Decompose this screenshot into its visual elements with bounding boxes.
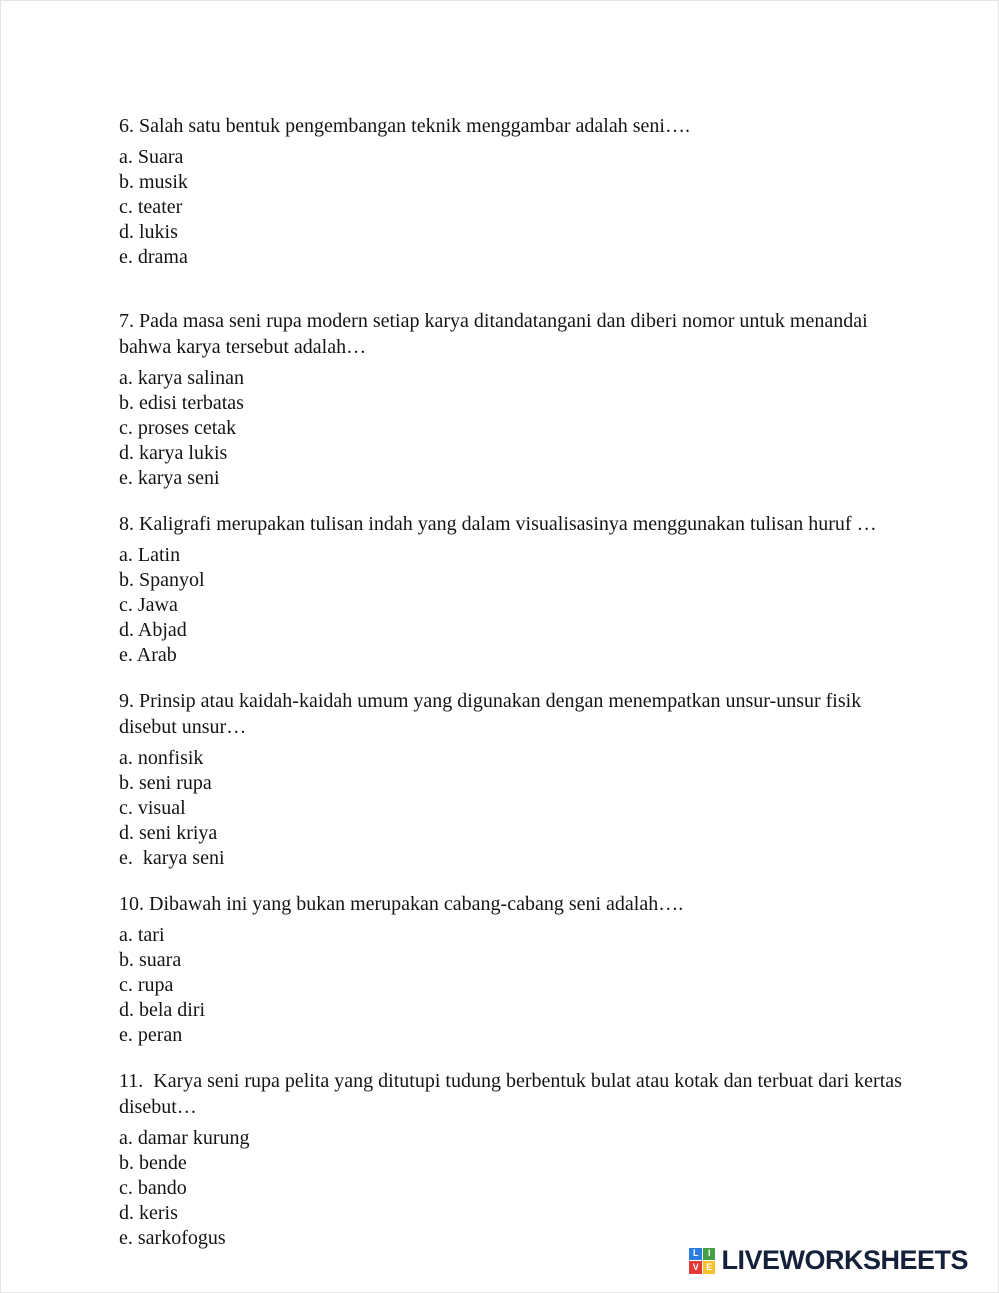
answer-option[interactable]: c. Jawa [119, 594, 178, 616]
answer-option[interactable]: b. suara [119, 949, 182, 971]
options-list [119, 1126, 905, 1251]
options-list [119, 366, 905, 491]
question-block [119, 688, 905, 871]
question-text: 11. Karya seni rupa pelita yang ditutupi tudung berbentuk bulat atau kotak dan terbuat dari kertas disebut… [119, 1070, 902, 1118]
logo-cell-l: L [689, 1248, 702, 1261]
answer-option[interactable]: b. Spanyol [119, 569, 205, 591]
liveworksheets-branding[interactable] [689, 1245, 968, 1276]
answer-option[interactable]: e. Arab [119, 644, 177, 666]
answer-option[interactable]: a. nonfisik [119, 747, 204, 769]
answer-option[interactable]: c. rupa [119, 974, 174, 996]
options-list [119, 543, 905, 668]
answer-option[interactable]: a. Suara [119, 146, 184, 168]
question-block [119, 891, 905, 1048]
liveworksheets-logo-icon [689, 1248, 715, 1274]
liveworksheets-brand-text: LIVEWORKSHEETS [721, 1245, 968, 1275]
answer-option[interactable]: c. bando [119, 1177, 187, 1199]
question-block [119, 308, 905, 491]
answer-option[interactable]: d. lukis [119, 221, 178, 243]
answer-option[interactable]: e. peran [119, 1024, 183, 1046]
answer-option[interactable]: e. karya seni [119, 467, 220, 489]
answer-option[interactable]: d. karya lukis [119, 442, 228, 464]
question-list [119, 113, 918, 1251]
question-text: 9. Prinsip atau kaidah-kaidah umum yang digunakan dengan menempatkan unsur-unsur fisik disebut unsur… [119, 690, 862, 738]
question-text: 7. Pada masa seni rupa modern setiap karya ditandatangani dan diberi nomor untuk menandai bahwa karya tersebut adalah… [119, 310, 868, 358]
logo-cell-e: E [703, 1261, 716, 1274]
question-text: 8. Kaligrafi merupakan tulisan indah yang dalam visualisasinya menggunakan tulisan huruf … [119, 513, 877, 535]
answer-option[interactable]: c. proses cetak [119, 417, 237, 439]
answer-option[interactable]: a. karya salinan [119, 367, 244, 389]
answer-option[interactable]: b. musik [119, 171, 188, 193]
answer-option[interactable]: b. edisi terbatas [119, 392, 244, 414]
answer-option[interactable]: c. visual [119, 797, 186, 819]
options-list [119, 145, 905, 270]
answer-option[interactable]: a. Latin [119, 544, 181, 566]
question-text: 10. Dibawah ini yang bukan merupakan cabang-cabang seni adalah…. [119, 893, 684, 915]
question-text: 6. Salah satu bentuk pengembangan teknik menggambar adalah seni…. [119, 115, 690, 137]
answer-option[interactable]: e. karya seni [119, 847, 225, 869]
logo-cell-v: V [689, 1261, 702, 1274]
answer-option[interactable]: d. keris [119, 1202, 178, 1224]
answer-option[interactable]: a. tari [119, 924, 165, 946]
question-block [119, 1068, 905, 1251]
answer-option[interactable]: c. teater [119, 196, 183, 218]
answer-option[interactable]: d. bela diri [119, 999, 206, 1021]
answer-option[interactable]: e. drama [119, 246, 188, 268]
question-block [119, 113, 905, 270]
answer-option[interactable]: d. Abjad [119, 619, 187, 641]
logo-cell-i: I [703, 1248, 716, 1261]
answer-option[interactable]: a. damar kurung [119, 1127, 250, 1149]
options-list [119, 923, 905, 1048]
answer-option[interactable]: b. seni rupa [119, 772, 212, 794]
answer-option[interactable]: e. sarkofogus [119, 1227, 226, 1249]
options-list [119, 746, 905, 871]
answer-option[interactable]: b. bende [119, 1152, 187, 1174]
question-block [119, 511, 905, 668]
answer-option[interactable]: d. seni kriya [119, 822, 218, 844]
